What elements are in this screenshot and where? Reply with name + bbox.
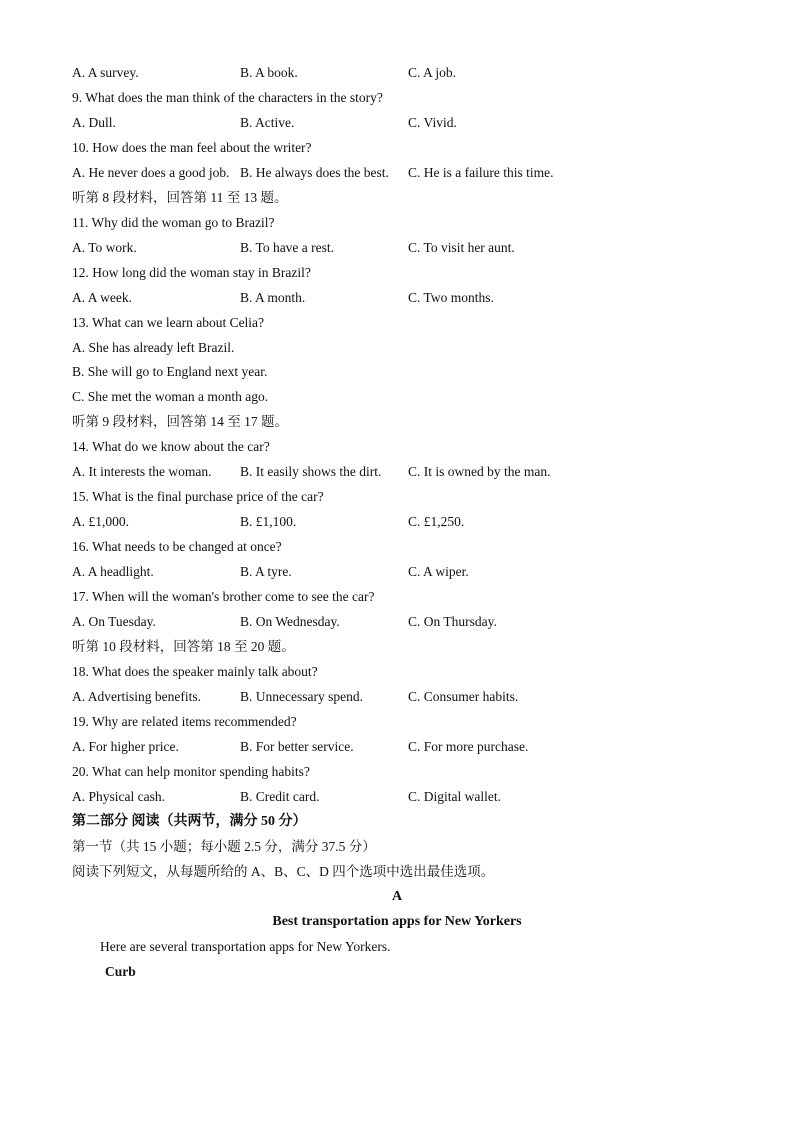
q20-option-c: C. Digital wallet. (408, 789, 501, 804)
passage-subheading: Curb (105, 964, 136, 979)
q19-option-c: C. For more purchase. (408, 739, 529, 754)
q14-option-b: B. It easily shows the dirt. (240, 464, 382, 479)
q16-option-b: B. A tyre. (240, 564, 292, 579)
q15-stem: 15. What is the final purchase price of the car? (72, 489, 324, 504)
q18-option-b: B. Unnecessary spend. (240, 689, 363, 704)
q10-option-b: B. He always does the best. (240, 165, 389, 180)
q16-option-c: C. A wiper. (408, 564, 469, 579)
q15-option-c: C. £1,250. (408, 514, 465, 529)
section-9-heading: 听第 9 段材料，回答第 14 至 17 题。 (72, 414, 288, 429)
q16-stem: 16. What needs to be changed at once? (72, 539, 282, 554)
q11-option-a: A. To work. (72, 240, 137, 255)
q17-option-b: B. On Wednesday. (240, 614, 340, 629)
q18-stem: 18. What does the speaker mainly talk about? (72, 664, 318, 679)
q20-option-b: B. Credit card. (240, 789, 320, 804)
part-2-section-1-heading: 第一节（共 15 小题；每小题 2.5 分，满分 37.5 分） (72, 839, 376, 854)
q12-option-a: A. A week. (72, 290, 132, 305)
reading-instruction: 阅读下列短文，从每题所给的 A、B、C、D 四个选项中选出最佳选项。 (72, 864, 495, 879)
q17-option-a: A. On Tuesday. (72, 614, 156, 629)
passage-title: Best transportation apps for New Yorkers (272, 914, 522, 929)
q11-option-b: B. To have a rest. (240, 240, 335, 255)
q11-option-c: C. To visit her aunt. (408, 240, 515, 255)
q12-option-c: C. Two months. (408, 290, 494, 305)
q13-stem: 13. What can we learn about Celia? (72, 315, 265, 330)
q13-option-b: B. She will go to England next year. (72, 364, 268, 379)
q15-option-b: B. £1,100. (240, 514, 297, 529)
q18-option-a: A. Advertising benefits. (72, 689, 201, 704)
q9-option-c: C. Vivid. (408, 115, 457, 130)
q9-stem: 9. What does the man think of the characters in the story? (72, 90, 383, 105)
q19-option-a: A. For higher price. (72, 739, 179, 754)
q20-option-a: A. Physical cash. (72, 789, 165, 804)
q19-stem: 19. Why are related items recommended? (72, 714, 297, 729)
q18-option-c: C. Consumer habits. (408, 689, 519, 704)
q14-option-c: C. It is owned by the man. (408, 464, 551, 479)
q8-option-b: B. A book. (240, 65, 298, 80)
q19-option-b: B. For better service. (240, 739, 354, 754)
q16-option-a: A. A headlight. (72, 564, 154, 579)
q17-option-c: C. On Thursday. (408, 614, 497, 629)
q10-option-a: A. He never does a good job. (72, 165, 230, 180)
q17-stem: 17. When will the woman's brother come to see the car? (72, 589, 375, 604)
q8-option-c: C. A job. (408, 65, 457, 80)
part-2-heading: 第二部分 阅读（共两节，满分 50 分） (72, 814, 307, 829)
q8-option-a: A. A survey. (72, 65, 139, 80)
section-10-heading: 听第 10 段材料，回答第 18 至 20 题。 (72, 639, 295, 654)
q13-option-a: A. She has already left Brazil. (72, 340, 235, 355)
q9-option-b: B. Active. (240, 115, 295, 130)
q20-stem: 20. What can help monitor spending habits? (72, 764, 310, 779)
q14-option-a: A. It interests the woman. (72, 464, 212, 479)
q12-option-b: B. A month. (240, 290, 306, 305)
q13-option-c: C. She met the woman a month ago. (72, 389, 269, 404)
q10-option-c: C. He is a failure this time. (408, 165, 554, 180)
passage-intro: Here are several transportation apps for New Yorkers. (100, 939, 391, 954)
q10-stem: 10. How does the man feel about the writer? (72, 140, 312, 155)
q12-stem: 12. How long did the woman stay in Brazil? (72, 265, 311, 280)
q15-option-a: A. £1,000. (72, 514, 129, 529)
q14-stem: 14. What do we know about the car? (72, 439, 270, 454)
q9-option-a: A. Dull. (72, 115, 116, 130)
section-8-heading: 听第 8 段材料，回答第 11 至 13 题。 (72, 190, 288, 205)
q11-stem: 11. Why did the woman go to Brazil? (72, 215, 275, 230)
passage-letter: A (391, 889, 403, 904)
